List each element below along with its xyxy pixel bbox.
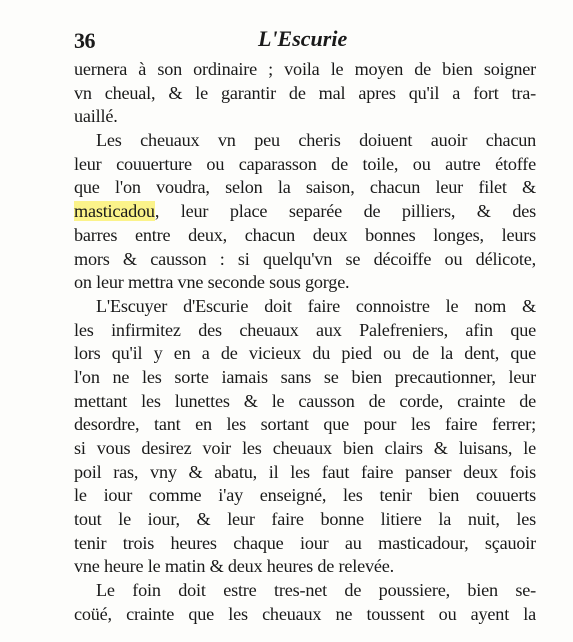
- text-line: tenir trois heures chaque iour au masticadour, sçauoir: [74, 532, 536, 553]
- text-line: coüé, crainte que les cheuaux ne toussent ou ayent la: [74, 603, 536, 624]
- text-line: vne heure le matin & deux heures de relevée.: [74, 556, 394, 577]
- page-header: [0, 26, 573, 56]
- text-line: [74, 200, 536, 224]
- line-text: , leur place separée de pilliers, & des: [154, 201, 536, 222]
- text-line: poil ras, vny & abatu, il les faut faire panser deux fois: [74, 461, 536, 482]
- text-line: mors & causson : si quelqu'vn se décoiffe ou délicote,: [74, 248, 536, 269]
- text-line: L'Escuyer d'Escurie doit faire connoistre le nom &: [96, 295, 536, 316]
- text-line: leur couuerture ou caparasson de toile, ou autre étoffe: [74, 153, 536, 174]
- text-line: les infirmitez des cheuaux aux Palefreniers, afin que: [74, 319, 536, 340]
- running-head: L'Escurie: [258, 26, 348, 51]
- text-line: uaillé.: [74, 106, 118, 127]
- text-line: que l'on voudra, selon la saison, chacun leur filet &: [74, 177, 536, 198]
- text-line: si vous desirez voir les cheuaux bien clairs & luisans, le: [74, 438, 536, 458]
- text-line: l'on ne les sorte iamais sans se bien precautionner, leur: [74, 366, 536, 387]
- text-line: Le foin doit estre tres-net de poussiere, bien se-: [96, 580, 536, 601]
- text-line: lors qu'il y en a de vicieux du pied ou de la dent, que: [74, 343, 536, 364]
- page-number: 36: [74, 28, 95, 53]
- text-line: mettant les lunettes & le causson de corde, crainte de: [74, 390, 536, 411]
- text-line: uernera à son ordinaire ; voila le moyen de bien soigner: [74, 59, 536, 79]
- text-line: vn cheual, & le garantir de mal apres qu'il a fort tra-: [74, 82, 536, 103]
- text-line: le iour comme i'ay enseigné, les tenir bien couuerts: [74, 485, 536, 506]
- text-line: tout le iour, & leur faire bonne litiere la nuit, les: [74, 509, 536, 530]
- text-line: desordre, tant en les sortant que pour les faire ferrer;: [74, 414, 536, 435]
- text-line: barres entre deux, chacun deux bonnes longes, leurs: [74, 224, 536, 245]
- body-text: [74, 58, 536, 627]
- text-line: on leur mettra vne seconde sous gorge.: [74, 272, 350, 293]
- highlighted-word: masticadou: [74, 201, 155, 222]
- text-line: Les cheuaux vn peu cheris doiuent auoir chacun: [96, 130, 536, 151]
